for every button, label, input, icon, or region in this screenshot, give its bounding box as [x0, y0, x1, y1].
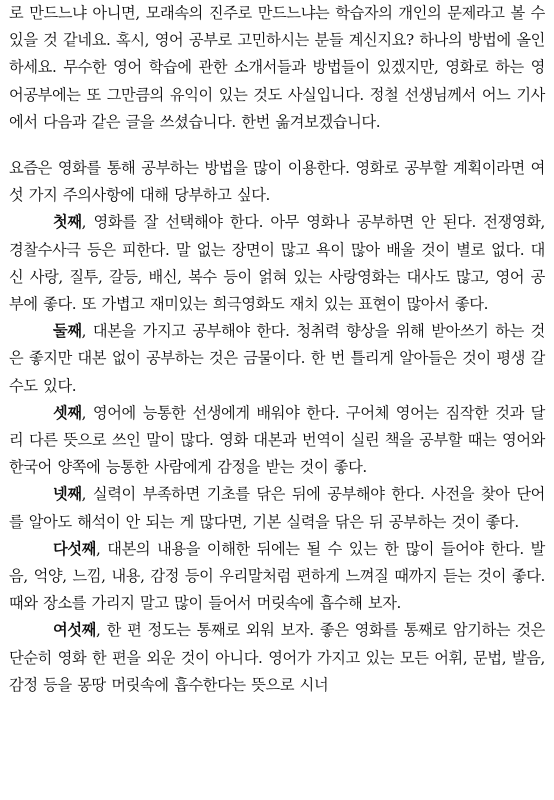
tip-text: , 실력이 부족하면 기초를 닦은 뒤에 공부해야 한다. 사전을 찾아 단어를 알아도 해석이 안 되는 게 많다면, 기본 실력을 닦은 뒤 공부하는 것이 좋다. — [9, 485, 545, 531]
tip-paragraph-2 — [9, 318, 545, 400]
tip-text: , 한 편 정도는 통째로 외워 보자. 좋은 영화를 통째로 암기하는 것은 단순히 영화 한 편을 외운 것이 아니다. 영어가 가지고 있는 모든 어휘, 문법, 발음, 감정 등을 몽땅 머릿속에 흡수한다는 뜻으로 시너 — [9, 621, 545, 694]
tip-text: , 대본을 가지고 공부해야 한다. 청취력 향상을 위해 받아쓰기 하는 것은 좋지만 대본 없이 공부하는 것은 금물이다. 한 번 틀리게 알아들은 것이 평생 갈 수도 있다. — [9, 322, 545, 395]
tip-text: , 대본의 내용을 이해한 뒤에는 될 수 있는 한 많이 들어야 한다. 발음, 억양, 느낌, 내용, 감정 등이 우리말처럼 편하게 느껴질 때까지 듣는 것이 좋다. 때와 장소를 가리지 말고 많이 들어서 머릿속에 흡수해 보자. — [9, 539, 545, 613]
tip-keyword: 여섯째 — [53, 621, 96, 640]
tip-keyword: 첫째 — [53, 213, 82, 232]
tip-paragraph-3 — [9, 400, 545, 482]
tip-text: , 영화를 잘 선택해야 한다. 아무 영화나 공부하면 안 된다. 전쟁영화, 경찰수사극 등은 피한다. 말 없는 장면이 많고 욕이 많아 배울 것이 별로 없다. 대신 사랑, 질투, 갈등, 배신, 복수 등이 얽혀 있는 사랑영화는 대사도 많고, 영어 공부에 좋다. 또 가볍고 재미있는 희극영화도 재치 있는 표현이 많아서 좋다. — [9, 213, 545, 314]
intro-paragraph: 로 만드느냐 아니면, 모래속의 진주로 만드느냐는 학습자의 개인의 문제라고 볼 수 있을 것 같네요. 혹시, 영어 공부로 고민하시는 분들 계신지요? 하나의 방법에 올인 하세요. 무수한 영어 학습에 관한 소개서들과 방법들이 있겠지만, 영화로 하는 영어공부에는 또 그만큼의 유익이 있는 것도 사실입니다. 정철 선생님께서 어느 기사에서 다음과 같은 글을 쓰셨습니다. 한번 옮겨보겠습니다. — [9, 4, 545, 131]
tip-paragraph-4 — [9, 481, 545, 535]
tip-paragraph-1 — [9, 209, 545, 318]
tip-keyword: 다섯째 — [53, 539, 96, 558]
tip-keyword: 넷째 — [53, 485, 82, 504]
tip-text: , 영어에 능통한 선생에게 배워야 한다. 구어체 영어는 짐작한 것과 달리 다른 뜻으로 쓰인 말이 많다. 영화 대본과 번역이 실린 책을 공부할 때는 영어와 한국어 양쪽에 능통한 사람에게 감정을 받는 것이 좋다. — [9, 403, 545, 477]
tip-paragraph-5 — [9, 536, 545, 618]
tip-keyword: 셋째 — [53, 403, 82, 422]
tip-keyword: 둘째 — [53, 322, 82, 341]
lead-paragraph: 요즘은 영화를 통해 공부하는 방법을 많이 이용한다. 영화로 공부할 계획이라면 여섯 가지 주의사항에 대해 당부하고 싶다. — [9, 159, 545, 205]
tip-paragraph-6 — [9, 617, 545, 699]
